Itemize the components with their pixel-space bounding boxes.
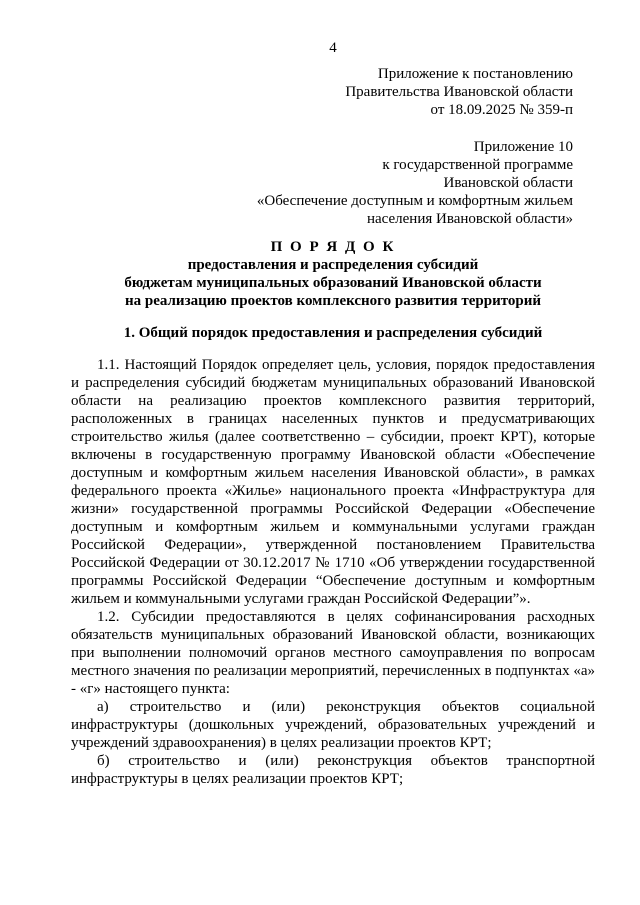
page-number: 4 [329, 40, 337, 56]
annex-program-line: Приложение 10 [473, 139, 573, 155]
subparagraph-b: б) строительство и (или) реконструкция объектов транспортной инфраструктуры в целях реализации проектов КРТ; [71, 753, 595, 787]
annex-program-line: Ивановской области [443, 175, 573, 191]
annex-reference-line: Правительства Ивановской области [345, 84, 573, 100]
document-title-line: бюджетам муниципальных образований Ивановской области [124, 275, 542, 291]
document-title-line: на реализацию проектов комплексного развития территорий [124, 293, 542, 309]
annex-program-block [71, 138, 595, 228]
document-body [71, 356, 595, 788]
annex-program-line: к государственной программе [382, 157, 573, 173]
annex-reference-line: Приложение к постановлению [377, 66, 573, 82]
paragraph-1-1: 1.1. Настоящий Порядок определяет цель, условия, порядок предоставления и распределения субсидий бюджетам муниципальных образований Ивановской области на реализацию проектов комплексного развития территорий, расположенных в границах населенных пунктов и предусматривающих строительство жилья (далее соответственно – субсидии, проект КРТ), которые включены в государственную программу Ивановской области «Обеспечение доступным и комфортным жильем населения Ивановской области», в рамках федерального проекта «Жилье» национального проекта «Инфраструктура для жизни» государственной программы Российской Федерации «Обеспечение доступным и комфортным жильем и коммунальными услугами граждан Российской Федерации», утвержденной постановлением Правительства Российской Федерации от 30.12.2017 № 1710 «Об утверждении государственной программы Российской Федерации “Обеспечение доступным и комфортным жильем и коммунальными услугами граждан Российской Федерации”». [71, 357, 595, 607]
paragraph-1-2: 1.2. Субсидии предоставляются в целях софинансирования расходных обязательств муниципальных образований Ивановской области, возникающих при выполнении полномочий органов местного самоуправления по вопросам местного значения по реализации мероприятий, перечисленных в подпунктах «а» - «г» настоящего пункта: [71, 609, 595, 697]
document-title-line: предоставления и распределения субсидий [187, 257, 479, 273]
document-title [71, 238, 595, 310]
subparagraph-a: а) строительство и (или) реконструкция объектов социальной инфраструктуры (дошкольных учреждений, образовательных учреждений и учреждений здравоохранения) в целях реализации проектов КРТ; [71, 699, 595, 751]
annex-reference-block [71, 65, 595, 119]
annex-reference-line: от 18.09.2025 № 359-п [430, 102, 573, 118]
annex-program-line: «Обеспечение доступным и комфортным жильем [256, 193, 573, 209]
section-heading: 1. Общий порядок предоставления и распределения субсидий [123, 325, 543, 341]
annex-program-line: населения Ивановской области» [366, 211, 573, 227]
document-title-line: П О Р Я Д О К [270, 239, 396, 255]
